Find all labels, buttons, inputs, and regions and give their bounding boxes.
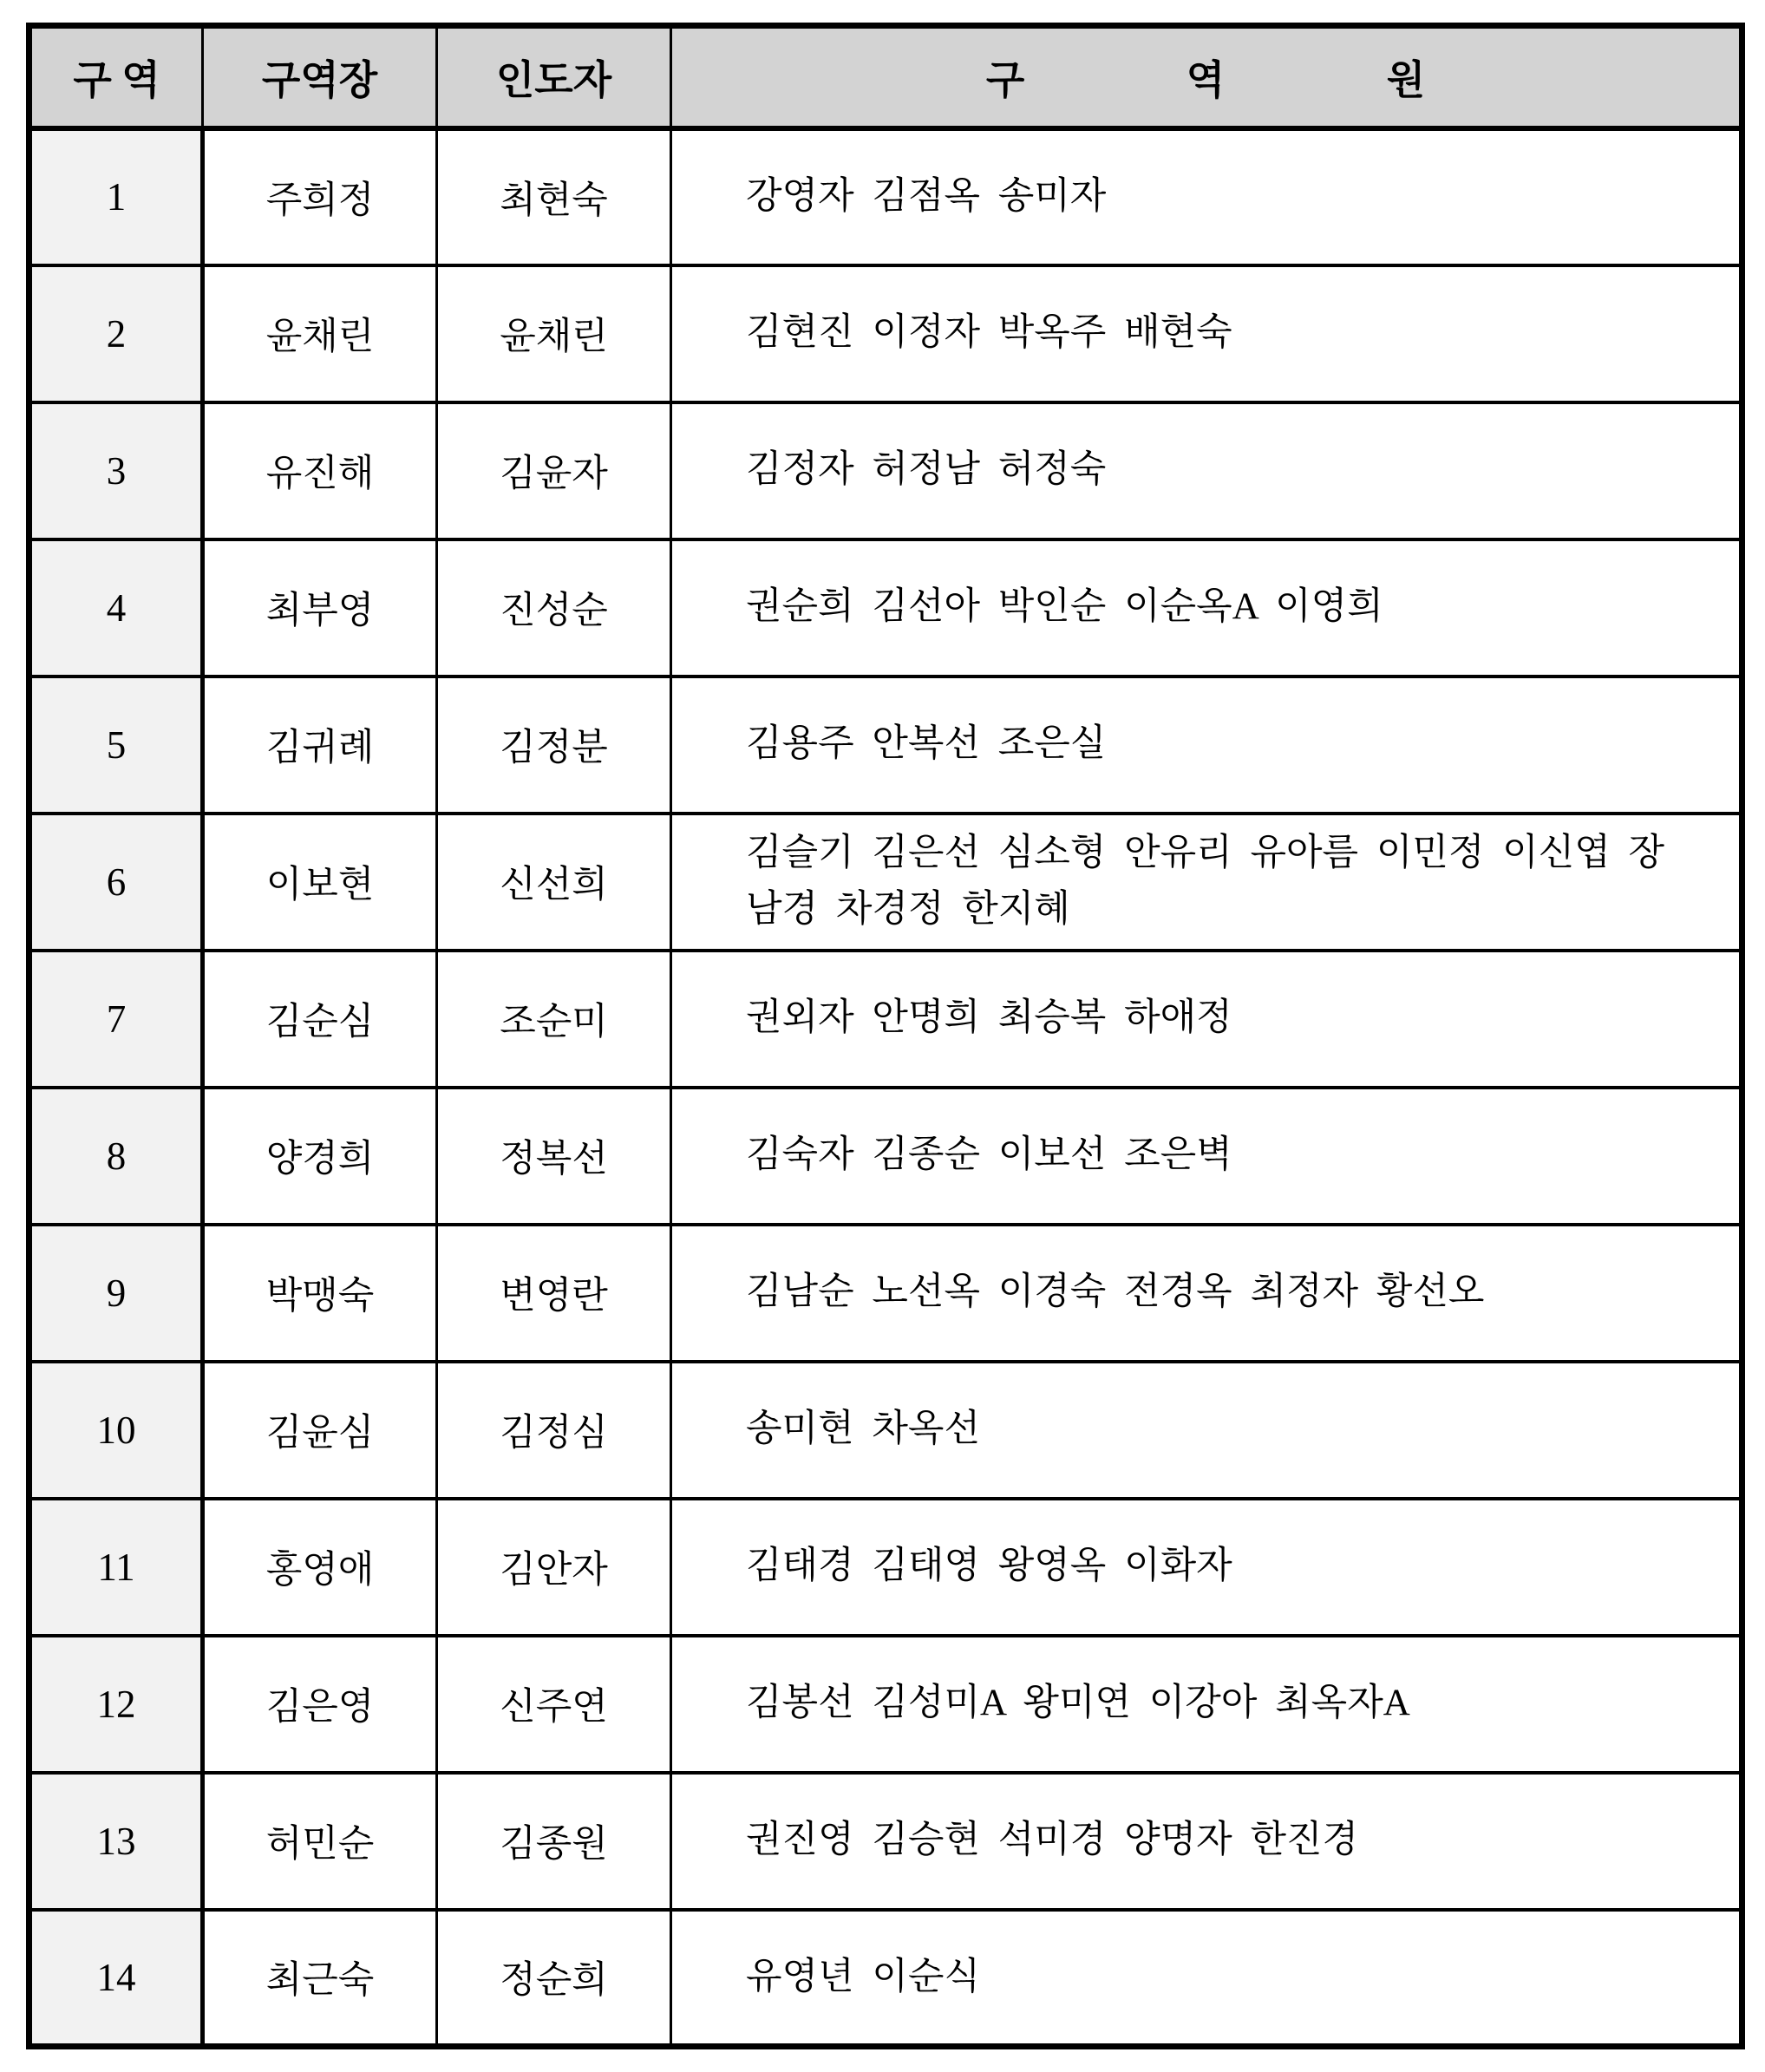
table-row [29, 1362, 1742, 1499]
zone-leader-cell: 박맹숙 [203, 1225, 437, 1362]
zone-number-cell: 12 [29, 1636, 203, 1773]
members-cell: 김숙자 김종순 이보선 조은벽 [671, 1088, 1742, 1225]
guide-cell: 정복선 [437, 1088, 671, 1225]
guide-cell: 변영란 [437, 1225, 671, 1362]
members-cell: 유영년 이순식 [671, 1910, 1742, 2047]
table-row [29, 1773, 1742, 1910]
guide-cell: 김정심 [437, 1362, 671, 1499]
zone-leader-cell: 최근숙 [203, 1910, 437, 2047]
zone-number-cell: 8 [29, 1088, 203, 1225]
guide-cell: 신선희 [437, 814, 671, 951]
table-row [29, 951, 1742, 1088]
table-row [29, 1225, 1742, 1362]
zone-number-cell: 2 [29, 265, 203, 402]
members-cell: 김현진 이정자 박옥주 배현숙 [671, 265, 1742, 402]
guide-cell: 최현숙 [437, 128, 671, 265]
guide-cell: 김윤자 [437, 402, 671, 539]
header-members: 구 역 원 [671, 26, 1742, 128]
zone-roster-document [26, 23, 1739, 2049]
zone-roster-table [26, 23, 1745, 2049]
zone-number-cell: 6 [29, 814, 203, 951]
guide-cell: 신주연 [437, 1636, 671, 1773]
zone-number-cell: 4 [29, 539, 203, 677]
zone-leader-cell: 김윤심 [203, 1362, 437, 1499]
table-row [29, 1088, 1742, 1225]
table-row [29, 1499, 1742, 1636]
zone-leader-cell: 이보현 [203, 814, 437, 951]
members-cell: 김정자 허정남 허정숙 [671, 402, 1742, 539]
zone-leader-cell: 유진해 [203, 402, 437, 539]
zone-leader-cell: 홍영애 [203, 1499, 437, 1636]
header-zone-leader: 구역장 [203, 26, 437, 128]
table-row [29, 402, 1742, 539]
zone-number-cell: 10 [29, 1362, 203, 1499]
zone-number-cell: 11 [29, 1499, 203, 1636]
guide-cell: 정순희 [437, 1910, 671, 2047]
zone-leader-cell: 양경희 [203, 1088, 437, 1225]
table-row [29, 1636, 1742, 1773]
zone-number-cell: 9 [29, 1225, 203, 1362]
members-cell: 송미현 차옥선 [671, 1362, 1742, 1499]
table-row [29, 539, 1742, 677]
guide-cell: 김정분 [437, 677, 671, 814]
table-row [29, 128, 1742, 265]
zone-number-cell: 5 [29, 677, 203, 814]
zone-leader-cell: 김은영 [203, 1636, 437, 1773]
table-header-row [29, 26, 1742, 128]
members-cell: 권진영 김승현 석미경 양명자 한진경 [671, 1773, 1742, 1910]
zone-leader-cell: 허민순 [203, 1773, 437, 1910]
zone-number-cell: 1 [29, 128, 203, 265]
table-row [29, 265, 1742, 402]
header-zone: 구 역 [29, 26, 203, 128]
members-cell: 김용주 안복선 조은실 [671, 677, 1742, 814]
table-row [29, 677, 1742, 814]
zone-leader-cell: 최부영 [203, 539, 437, 677]
zone-number-cell: 3 [29, 402, 203, 539]
table-row [29, 814, 1742, 951]
zone-number-cell: 7 [29, 951, 203, 1088]
guide-cell: 윤채린 [437, 265, 671, 402]
guide-cell: 조순미 [437, 951, 671, 1088]
table-row [29, 1910, 1742, 2047]
guide-cell: 진성순 [437, 539, 671, 677]
members-cell: 권순희 김선아 박인순 이순옥A 이영희 [671, 539, 1742, 677]
zone-leader-cell: 윤채린 [203, 265, 437, 402]
members-cell: 김태경 김태영 왕영옥 이화자 [671, 1499, 1742, 1636]
members-cell: 김남순 노선옥 이경숙 전경옥 최정자 황선오 [671, 1225, 1742, 1362]
members-cell: 김봉선 김성미A 왕미연 이강아 최옥자A [671, 1636, 1742, 1773]
members-cell: 권외자 안명희 최승복 하애정 [671, 951, 1742, 1088]
members-cell: 김슬기 김은선 심소형 안유리 유아름 이민정 이신엽 장남경 차경정 한지혜 [671, 814, 1742, 951]
guide-cell: 김종원 [437, 1773, 671, 1910]
zone-leader-cell: 김순심 [203, 951, 437, 1088]
members-cell: 강영자 김점옥 송미자 [671, 128, 1742, 265]
header-guide: 인도자 [437, 26, 671, 128]
zone-leader-cell: 김귀례 [203, 677, 437, 814]
zone-leader-cell: 주희정 [203, 128, 437, 265]
zone-number-cell: 14 [29, 1910, 203, 2047]
guide-cell: 김안자 [437, 1499, 671, 1636]
zone-number-cell: 13 [29, 1773, 203, 1910]
table-body [29, 128, 1742, 2047]
